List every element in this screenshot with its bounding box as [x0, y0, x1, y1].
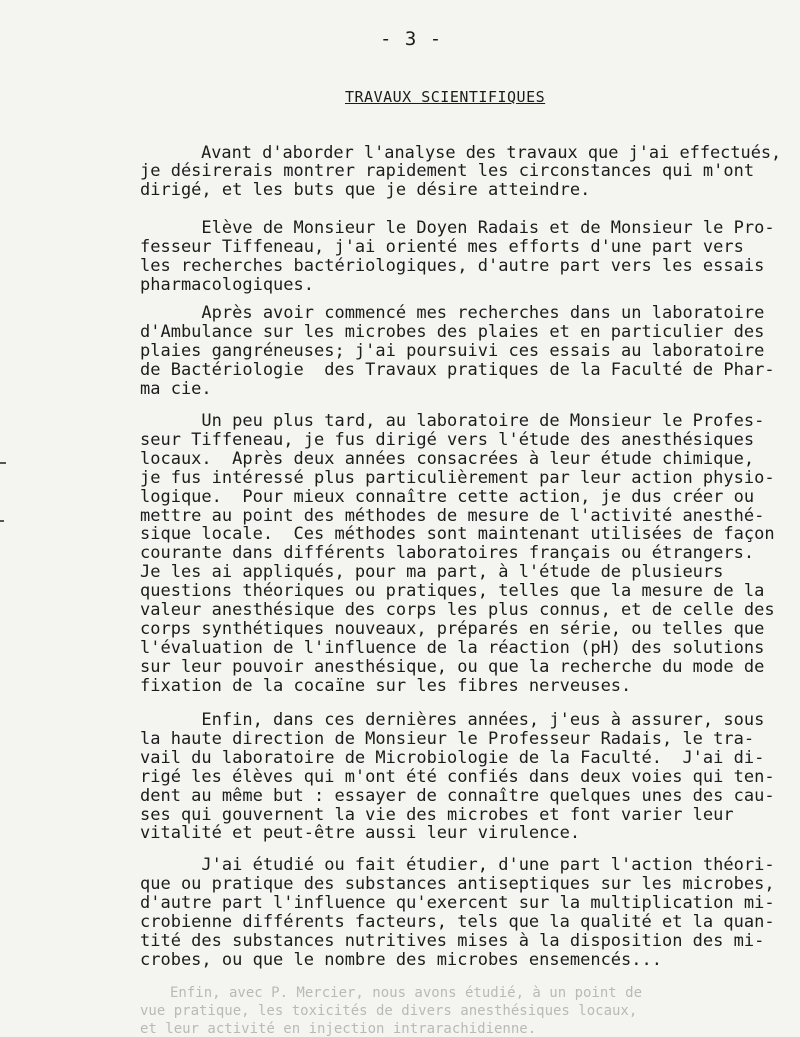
- text-line: rigé les élèves qui m'ont été confiés dans deux voies qui ten-: [140, 766, 775, 787]
- text-line: mettre au point des méthodes de mesure de l'activité anesthé-: [140, 505, 765, 526]
- text-line: Avant d'aborder l'analyse des travaux que j'ai effectués,: [140, 142, 782, 162]
- text-line: les recherches bactériologiques, d'autre part vers les essais: [140, 255, 765, 276]
- text-line: vail du laboratoire de Microbiologie de la Faculté. J'ai di-: [140, 747, 765, 768]
- text-line: Après avoir commencé mes recherches dans un laboratoire: [140, 303, 765, 323]
- text-line: corps synthétiques nouveaux, préparés en série, ou telles que: [140, 618, 765, 639]
- text-line: ma cie.: [140, 378, 212, 399]
- text-line: questions théoriques ou pratiques, telles que la mesure de la: [140, 581, 765, 602]
- bleed-through-text: et leur activité en injection intrarachidienne.: [140, 1021, 537, 1037]
- text-line: plaies gangréneuses; j'ai poursuivi ces essais au laboratoire: [140, 340, 765, 361]
- text-line: vitalité et peut-être aussi leur virulence.: [140, 823, 581, 844]
- margin-mark: [0, 462, 6, 464]
- text-line: sur leur pouvoir anesthésique, ou que la recherche du mode de: [140, 656, 765, 677]
- text-line: tité des substances nutritives mises à la disposition des mi-: [140, 930, 765, 951]
- text-line: ses qui gouvernent la vie des microbes et font varier leur: [140, 804, 734, 825]
- text-line: fixation de la cocaïne sur les fibres nerveuses.: [140, 675, 632, 696]
- page-number: - 3 -: [380, 28, 443, 50]
- text-line: crobes, ou que le nombre des microbes ensemencés...: [140, 949, 662, 970]
- text-line: Elève de Monsieur le Doyen Radais et de Monsieur le Pro-: [140, 218, 775, 238]
- text-line: que ou pratique des substances antiseptiques sur les microbes,: [140, 873, 775, 894]
- bleed-through-text: Enfin, avec P. Mercier, nous avons étudié, à un point de: [170, 985, 643, 1001]
- bleed-through-text: vue pratique, les toxicités de divers anesthésiques locaux,: [140, 1003, 638, 1019]
- text-line: seur Tiffeneau, je fus dirigé vers l'étude des anesthésiques: [140, 429, 755, 450]
- text-line: pharmacologiques.: [140, 274, 314, 295]
- text-line: Enfin, dans ces dernières années, j'eus à assurer, sous: [140, 710, 765, 730]
- text-line: fesseur Tiffeneau, j'ai orienté mes efforts d'une part vers: [140, 236, 744, 257]
- margin-mark: [0, 520, 4, 522]
- text-line: de Bactériologie des Travaux pratiques de la Faculté de Phar-: [140, 359, 775, 380]
- page-title: TRAVAUX SCIENTIFIQUES: [345, 88, 546, 106]
- text-line: locaux. Après deux années consacrées à leur étude chimique,: [140, 448, 755, 469]
- text-line: la haute direction de Monsieur le Professeur Radais, le tra-: [140, 728, 755, 749]
- text-line: je fus intéressé plus particulièrement par leur action physio-: [140, 467, 775, 488]
- text-line: je désirerais montrer rapidement les circonstances qui m'ont: [140, 160, 755, 181]
- text-line: d'Ambulance sur les microbes des plaies et en particulier des: [140, 321, 765, 342]
- text-line: J'ai étudié ou fait étudier, d'une part l'action théori-: [140, 855, 775, 875]
- text-line: dent au même but : essayer de connaître quelques unes des cau-: [140, 785, 775, 806]
- text-line: logique. Pour mieux connaître cette action, je dus créer ou: [140, 486, 755, 507]
- text-line: valeur anesthésique des corps les plus connus, et de celle des: [140, 600, 775, 620]
- text-line: sique locale. Ces méthodes sont maintenant utilisées de façon: [140, 524, 775, 545]
- text-line: Un peu plus tard, au laboratoire de Monsieur le Profes-: [140, 411, 765, 431]
- text-line: crobienne différents facteurs, tels que la qualité et la quan-: [140, 911, 775, 932]
- text-line: d'autre part l'influence qu'exercent sur la multiplication mi-: [140, 892, 775, 913]
- text-line: l'évaluation de l'influence de la réaction (pH) des solutions: [140, 637, 765, 658]
- text-line: courante dans différents laboratoires français ou étrangers.: [140, 543, 755, 564]
- text-line: Je les ai appliqués, pour ma part, à l'étude de plusieurs: [140, 562, 724, 583]
- text-line: dirigé, et les buts que je désire atteindre.: [140, 179, 591, 200]
